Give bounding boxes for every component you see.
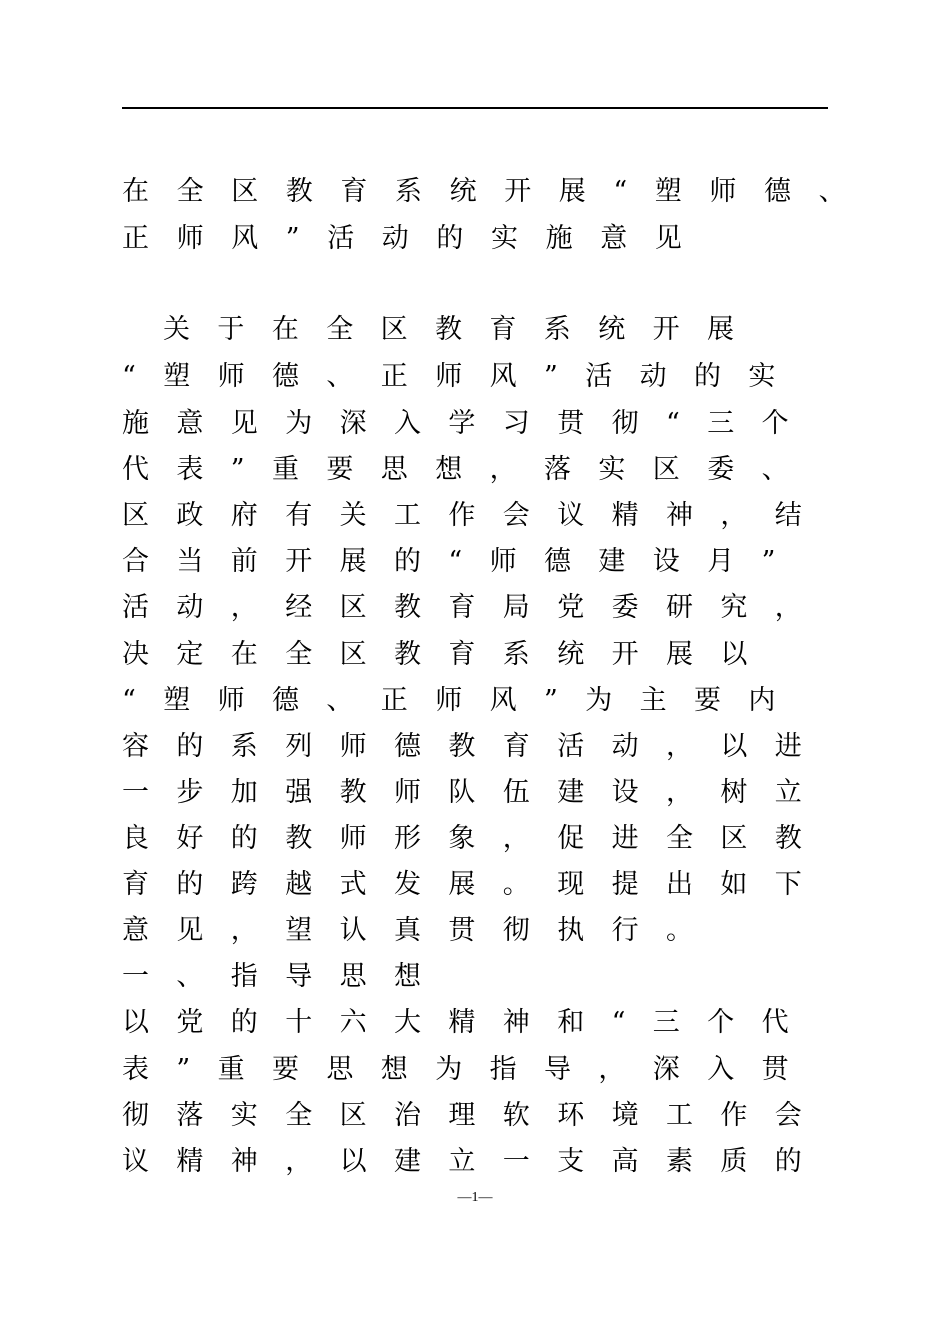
paragraph-1-line-7: 活动，经区教育局党委研究， <box>122 592 830 623</box>
paragraph-1-line-10: 容的系列师德教育活动，以进 <box>122 731 830 762</box>
page-number: —1— <box>457 1190 493 1205</box>
paragraph-2-line-4: 议精神，以建立一支高素质的 <box>122 1146 830 1177</box>
paragraph-2-line-2: 表”重要思想为指导，深入贯 <box>122 1054 817 1085</box>
header-rule <box>122 107 828 109</box>
paragraph-1-line-4: 代表”重要思想，落实区委、 <box>122 454 817 485</box>
document-title-line-2: 正师风”活动的实施意见 <box>122 223 710 254</box>
paragraph-1-line-9: “塑师德、正师风”为主要内 <box>122 685 803 716</box>
section-heading: 一、指导思想 <box>122 961 449 992</box>
paragraph-1-line-12: 良好的教师形象，促进全区教 <box>122 823 830 854</box>
paragraph-1-line-14: 意见，望认真贯彻执行。 <box>122 915 721 946</box>
paragraph-2-line-3: 彻落实全区治理软环境工作会 <box>122 1100 830 1131</box>
paragraph-1-line-5: 区政府有关工作会议精神，结 <box>122 500 830 531</box>
paragraph-1-line-3: 施意见为深入学习贯彻“三个 <box>122 408 817 439</box>
paragraph-1-line-1: 关于在全区教育系统开展 <box>163 314 762 345</box>
paragraph-1-line-8: 决定在全区教育系统开展以 <box>122 639 775 670</box>
paragraph-1-line-6: 合当前开展的“师德建设月” <box>122 546 803 577</box>
paragraph-1-line-13: 育的跨越式发展。现提出如下 <box>122 869 830 900</box>
paragraph-1-line-2: “塑师德、正师风”活动的实 <box>122 361 803 392</box>
document-title-line-1: 在全区教育系统开展“塑师德、 <box>122 176 874 207</box>
paragraph-1-line-11: 一步加强教师队伍建设，树立 <box>122 777 830 808</box>
paragraph-2-line-1: 以党的十六大精神和“三个代 <box>122 1007 817 1038</box>
